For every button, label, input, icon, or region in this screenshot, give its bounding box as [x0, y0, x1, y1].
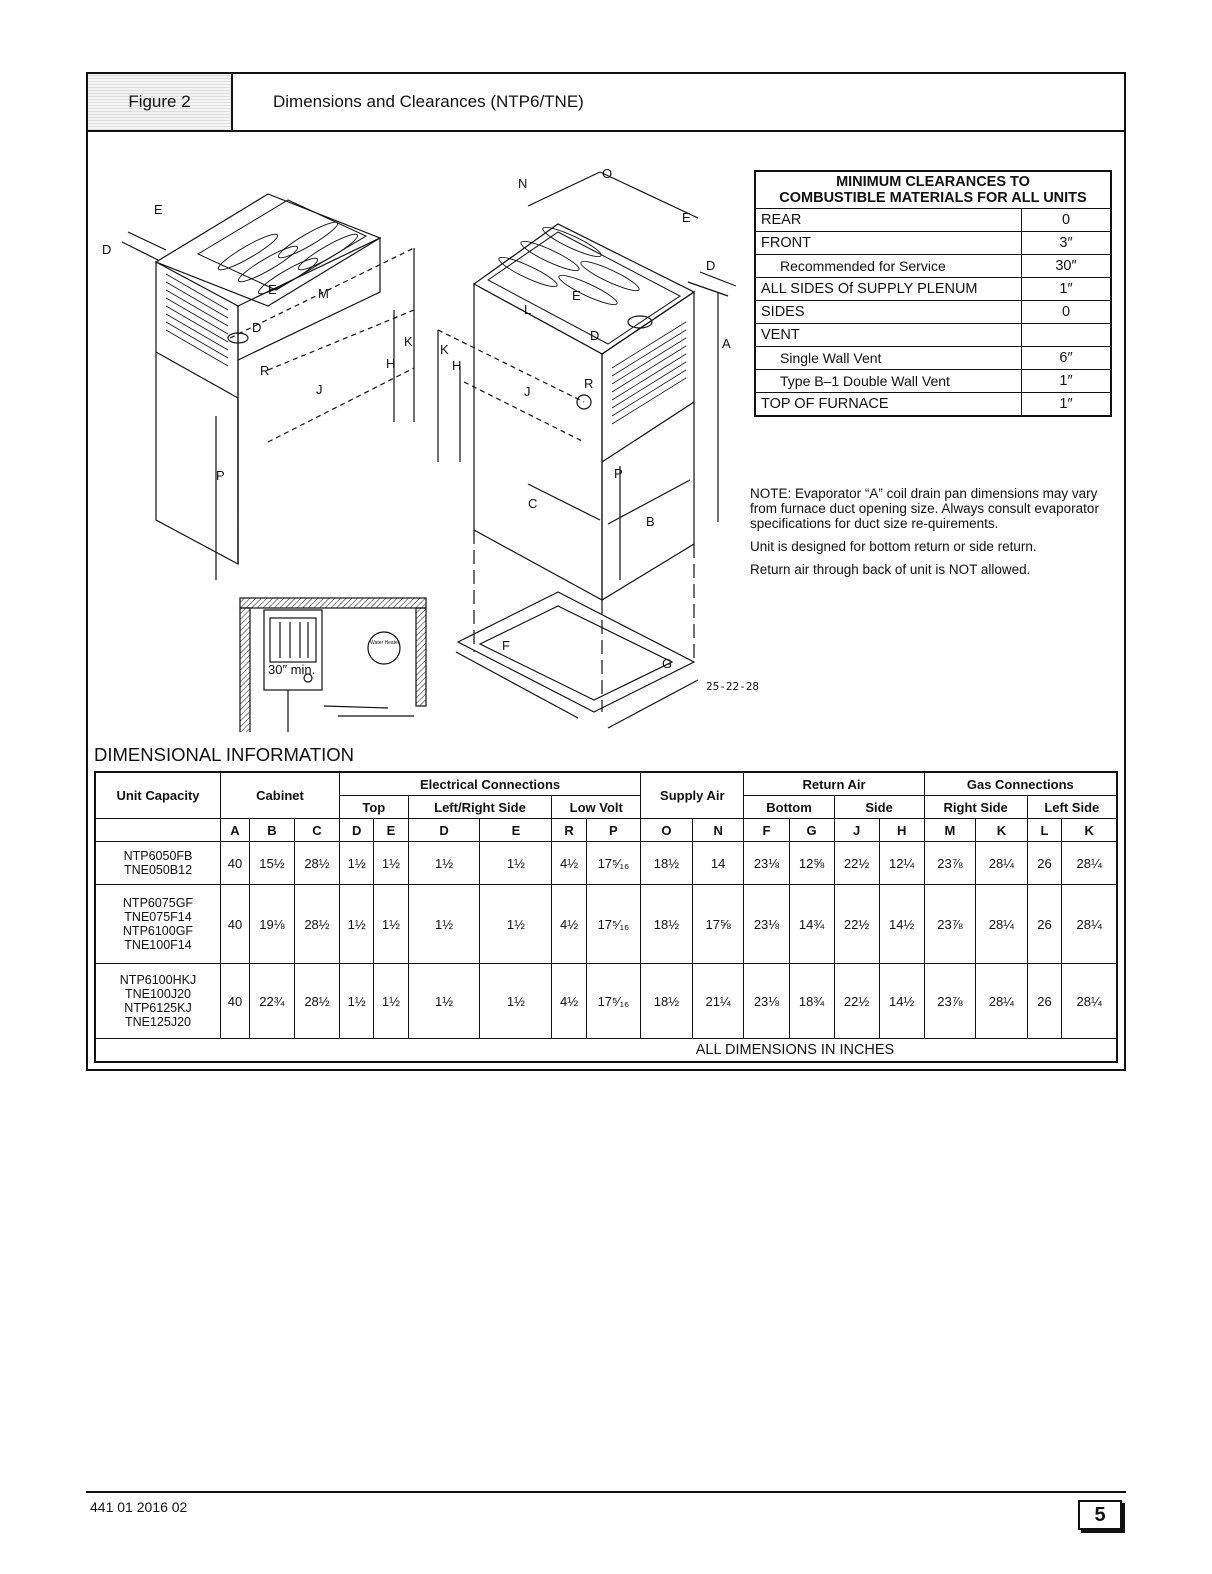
clearance-label: 30″ min.	[268, 662, 316, 677]
dimensional-title: DIMENSIONAL INFORMATION	[94, 744, 355, 765]
dim-label: P	[614, 466, 623, 481]
dim-label: D	[590, 328, 600, 343]
clearance-row: Type B–1 Double Wall Vent 1″	[755, 370, 1111, 393]
dim-label: K	[440, 342, 449, 357]
letter-header: D	[408, 819, 480, 842]
clearance-row: SIDES 0	[755, 301, 1111, 324]
clearance-row: FRONT 3″	[755, 232, 1111, 255]
table-footer: ALL DIMENSIONS IN INCHES	[95, 1039, 1117, 1063]
letter-header: N	[692, 819, 744, 842]
letter-header: J	[834, 819, 879, 842]
furnace-illustration	[88, 132, 748, 732]
dim-label: D	[706, 258, 716, 273]
dim-label: E	[682, 210, 691, 225]
figure-title: Dimensions and Clearances (NTP6/TNE)	[273, 92, 584, 111]
col-return-air: Return Air	[744, 772, 924, 796]
clearances-table	[754, 170, 1112, 417]
dim-label: F	[502, 638, 510, 653]
dim-label: E	[154, 202, 163, 217]
dim-label: G	[662, 656, 673, 671]
clearance-row: VENT	[755, 324, 1111, 347]
note-line: Return air through back of unit is NOT allowed.	[750, 562, 1031, 577]
letter-header: K	[976, 819, 1027, 842]
col-electrical: Electrical Connections	[340, 772, 641, 796]
note-line: Unit is designed for bottom return or side return.	[750, 539, 1037, 554]
letter-header: P	[586, 819, 640, 842]
dim-label: J	[524, 384, 531, 399]
col-left-right: Left/Right Side	[408, 796, 552, 819]
unit-models: NTP6100HKJ TNE100J20 NTP6125KJ TNE125J20	[95, 964, 221, 1039]
doc-number: 441 01 2016 02	[90, 1499, 188, 1515]
dim-label: J	[316, 382, 323, 397]
letter-header: F	[744, 819, 789, 842]
dim-label: R	[584, 376, 594, 391]
left-furnace-drawing	[122, 194, 414, 580]
page-number: 5	[1078, 1500, 1122, 1530]
dim-label: H	[452, 358, 462, 373]
letter-header: A	[221, 819, 250, 842]
figure-frame	[86, 72, 1126, 1071]
col-cabinet: Cabinet	[221, 772, 340, 819]
dim-label: P	[216, 468, 225, 483]
unit-models: NTP6075GF TNE075F14 NTP6100GF TNE100F14	[95, 885, 221, 964]
dim-label: D	[102, 242, 112, 257]
col-right-side: Right Side	[924, 796, 1027, 819]
dim-label: E	[572, 288, 581, 303]
clearances-heading: MINIMUM CLEARANCES TO COMBUSTIBLE MATERIALS FOR ALL UNITS	[755, 171, 1111, 209]
right-furnace-drawing	[438, 172, 736, 728]
dim-label: O	[602, 166, 613, 181]
note-paragraph: NOTE: Evaporator “A” coil drain pan dimensions may vary from furnace duct opening size. Always consult evaporator specifications for duct size re-quirements.	[750, 486, 1099, 531]
dim-label: N	[518, 176, 528, 191]
col-supply-air: Supply Air	[641, 772, 744, 819]
table-row: NTP6050FB TNE050B12 40 15½ 28½ 1½ 1½ 1½ 1½ 4½ 17⁵⁄₁₆ 18½ 14 23⅛ 12⅝ 22½ 12¼ 23⅞ 28¼ 26 28¼	[95, 842, 1117, 885]
col-top: Top	[340, 796, 409, 819]
table-row: NTP6075GF TNE075F14 NTP6100GF TNE100F14 40 19⅛ 28½ 1½ 1½ 1½ 1½ 4½ 17⁵⁄₁₆ 18½ 17⅝ 23⅛ 14¾ 22½ 14½ 23⅞ 28¼ 26 28¼	[95, 885, 1117, 964]
letter-header: O	[641, 819, 693, 842]
figure-code: 25-22-28	[706, 680, 759, 693]
letter-header: G	[789, 819, 834, 842]
table-row: NTP6100HKJ TNE100J20 NTP6125KJ TNE125J20 40 22¾ 28½ 1½ 1½ 1½ 1½ 4½ 17⁵⁄₁₆ 18½ 21¼ 23⅛ 18¾ 22½ 14½ 23⅞ 28¼ 26 28¼	[95, 964, 1117, 1039]
letter-header: M	[924, 819, 975, 842]
dim-label: M	[318, 286, 329, 301]
footer-rule	[86, 1491, 1126, 1493]
clearance-row: Recommended for Service 30″	[755, 255, 1111, 278]
dim-label: L	[524, 302, 532, 317]
figure-tab: Figure 2	[88, 74, 233, 130]
letter-header: R	[552, 819, 586, 842]
letter-header: B	[249, 819, 294, 842]
clearance-row: Single Wall Vent 6″	[755, 347, 1111, 370]
col-gas: Gas Connections	[924, 772, 1117, 796]
clearance-row: TOP OF FURNACE 1″	[755, 393, 1111, 417]
dim-label: A	[722, 336, 731, 351]
dim-label: H	[386, 356, 396, 371]
col-side: Side	[834, 796, 924, 819]
heater-label: Water Heater	[370, 640, 400, 646]
dim-label: C	[528, 496, 538, 511]
dimensional-table	[94, 771, 1118, 1063]
letter-header: L	[1027, 819, 1062, 842]
col-bottom: Bottom	[744, 796, 834, 819]
notes	[750, 486, 1110, 585]
letter-header: C	[294, 819, 339, 842]
dim-label: D	[252, 320, 262, 335]
dim-label: E	[268, 282, 277, 297]
figure-header	[88, 74, 1124, 132]
letter-header: H	[879, 819, 924, 842]
clearance-row: REAR 0	[755, 209, 1111, 232]
col-unit-capacity: Unit Capacity	[95, 772, 221, 819]
letter-header: K	[1062, 819, 1117, 842]
letter-header: D	[340, 819, 374, 842]
letter-header: E	[480, 819, 552, 842]
unit-models: NTP6050FB TNE050B12	[95, 842, 221, 885]
dim-label: K	[404, 334, 413, 349]
dim-label: B	[646, 514, 655, 529]
letter-header: E	[374, 819, 408, 842]
dim-label: R	[260, 363, 270, 378]
col-left-side: Left Side	[1027, 796, 1117, 819]
clearance-row: ALL SIDES Of SUPPLY PLENUM 1″	[755, 278, 1111, 301]
col-low-volt: Low Volt	[552, 796, 641, 819]
